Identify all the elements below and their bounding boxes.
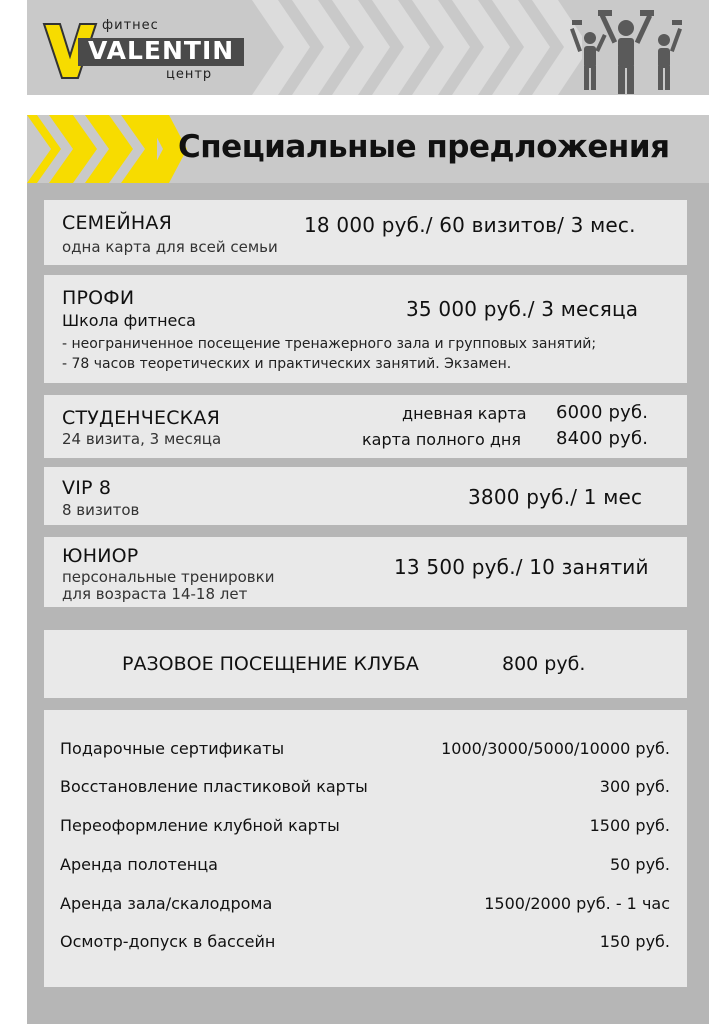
service-price: 150 руб. bbox=[599, 932, 670, 951]
header-separator bbox=[27, 95, 709, 115]
service-label: Подарочные сертификаты bbox=[60, 739, 285, 758]
offer-card-vip8 bbox=[44, 467, 687, 525]
single-visit-panel bbox=[44, 630, 687, 698]
offer-card-family bbox=[44, 200, 687, 265]
service-row bbox=[60, 855, 670, 879]
service-row bbox=[60, 739, 670, 763]
brand-bottom-word: центр bbox=[166, 67, 213, 82]
services-panel bbox=[44, 710, 687, 987]
offer-price-value: 6000 руб. bbox=[556, 402, 649, 423]
offer-card-profi bbox=[44, 275, 687, 383]
offer-price: 13 500 руб./ 10 занятий bbox=[394, 555, 649, 579]
offer-price: 3800 руб./ 1 мес bbox=[468, 485, 643, 509]
offer-name: СТУДЕНЧЕСКАЯ bbox=[62, 407, 220, 429]
service-price: 1500 руб. bbox=[589, 816, 670, 835]
service-price: 300 руб. bbox=[599, 777, 670, 796]
offer-name: VIP 8 bbox=[62, 477, 112, 499]
service-price: 1500/2000 руб. - 1 час bbox=[484, 894, 670, 913]
offer-price: 18 000 руб./ 60 визитов/ 3 мес. bbox=[304, 213, 636, 237]
service-row bbox=[60, 816, 670, 840]
offer-subtitle: 24 визита, 3 месяца bbox=[62, 430, 222, 448]
service-row bbox=[60, 777, 670, 801]
offer-name: ПРОФИ bbox=[62, 287, 135, 309]
single-visit-price: 800 руб. bbox=[502, 653, 586, 675]
offer-subtitle: Школа фитнеса bbox=[62, 311, 196, 330]
service-row bbox=[60, 932, 670, 956]
single-visit-label: РАЗОВОЕ ПОСЕЩЕНИЕ КЛУБА bbox=[122, 653, 419, 675]
service-label: Аренда полотенца bbox=[60, 855, 218, 874]
offer-price-label: дневная карта bbox=[402, 404, 527, 423]
offer-detail: - 78 часов теоретических и практических занятий. Экзамен. bbox=[62, 356, 512, 372]
offer-price-value: 8400 руб. bbox=[556, 428, 649, 449]
offer-subtitle: для возраста 14-18 лет bbox=[62, 585, 248, 603]
service-label: Восстановление пластиковой карты bbox=[60, 777, 368, 796]
page-title: Специальные предложения bbox=[178, 129, 670, 165]
brand-top-word: фитнес bbox=[102, 18, 159, 33]
offer-subtitle: одна карта для всей семьи bbox=[62, 238, 278, 256]
brand-logo bbox=[42, 12, 252, 86]
offer-subtitle: 8 визитов bbox=[62, 501, 140, 519]
offer-name: ЮНИОР bbox=[62, 545, 139, 567]
service-label: Аренда зала/скалодрома bbox=[60, 894, 273, 913]
brand-name: VALENTIN bbox=[88, 36, 235, 65]
offer-name: СЕМЕЙНАЯ bbox=[62, 212, 172, 234]
service-price: 1000/3000/5000/10000 руб. bbox=[441, 739, 670, 758]
offer-price: 35 000 руб./ 3 месяца bbox=[406, 297, 639, 321]
offer-detail: - неограниченное посещение тренажерного зала и групповых занятий; bbox=[62, 336, 597, 352]
offer-card-junior bbox=[44, 537, 687, 607]
offer-subtitle: персональные тренировки bbox=[62, 568, 275, 586]
service-label: Переоформление клубной карты bbox=[60, 816, 340, 835]
people-dumbbells-icon bbox=[568, 8, 686, 96]
offer-price-label: карта полного дня bbox=[362, 430, 521, 449]
service-price: 50 руб. bbox=[609, 855, 670, 874]
offer-card-student bbox=[44, 395, 687, 458]
service-row bbox=[60, 894, 670, 918]
service-label: Осмотр-допуск в бассейн bbox=[60, 932, 276, 951]
